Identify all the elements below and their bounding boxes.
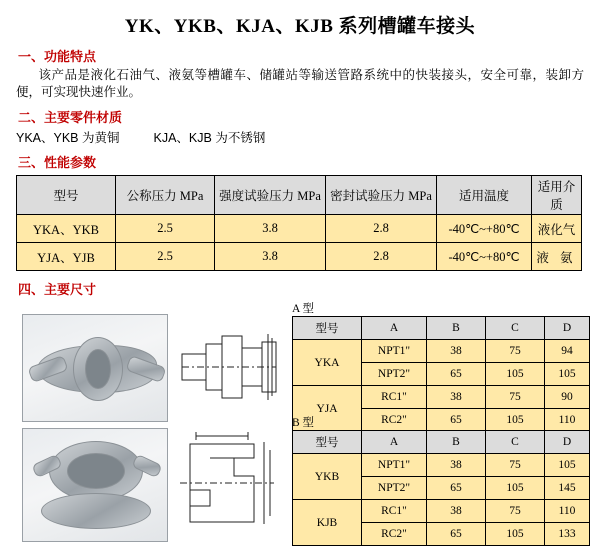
table-row — [17, 243, 582, 271]
dim-cell: 94 — [545, 340, 590, 363]
dim-header-cell: D — [545, 317, 590, 340]
dim-cell: NPT2" — [362, 477, 427, 500]
perf-cell: 液 氨 — [532, 243, 582, 271]
dim-header-cell: C — [486, 431, 545, 454]
section-heading-features: 一、功能特点 — [18, 49, 97, 64]
perf-cell: 2.8 — [326, 215, 437, 243]
page-title: YK、YKB、KJA、KJB 系列槽罐车接头 — [124, 16, 476, 37]
perf-cell: 2.8 — [326, 243, 437, 271]
dim-cell: 105 — [486, 523, 545, 546]
dimension-table-type-b — [292, 430, 590, 546]
perf-cell: 2.5 — [116, 243, 215, 271]
material-brass: YKA、YKB 为黄铜 — [16, 131, 120, 145]
dim-cell: 75 — [486, 454, 545, 477]
perf-cell-model: YKA、YKB — [17, 215, 116, 243]
dim-cell: RC2" — [362, 523, 427, 546]
flange-base-shape — [41, 493, 151, 529]
drawing-b-svg — [176, 428, 284, 540]
dim-cell: 38 — [427, 386, 486, 409]
dim-cell: 65 — [427, 363, 486, 386]
dim-cell: 105 — [486, 477, 545, 500]
flange-bore-shape — [67, 453, 125, 489]
dim-cell: 105 — [545, 363, 590, 386]
dim-cell: 90 — [545, 386, 590, 409]
table-row — [293, 454, 590, 477]
dim-header-cell: D — [545, 431, 590, 454]
dim-cell: NPT2" — [362, 363, 427, 386]
dim-header-cell: A — [362, 431, 427, 454]
dim-cell: 105 — [545, 454, 590, 477]
dim-cell: NPT1" — [362, 454, 427, 477]
type-b-label: B 型 — [292, 417, 315, 429]
coupling-bore-shape — [85, 349, 111, 389]
perf-cell: 2.5 — [116, 215, 215, 243]
dim-header-cell: B — [427, 317, 486, 340]
perf-header-cell: 适用温度 — [437, 176, 532, 215]
dim-cell: 38 — [427, 454, 486, 477]
dim-cell: 105 — [486, 363, 545, 386]
dim-header-cell: 型号 — [293, 431, 362, 454]
dim-header-cell: A — [362, 317, 427, 340]
dim-header-cell: C — [486, 317, 545, 340]
perf-header-cell: 强度试验压力 MPa — [215, 176, 326, 215]
dim-cell: 110 — [545, 500, 590, 523]
type-a-label: A 型 — [292, 303, 315, 315]
dim-cell-model: YJA — [293, 386, 362, 432]
perf-cell: -40℃~+80℃ — [437, 243, 532, 271]
table-header-row — [293, 431, 590, 454]
dim-cell: 65 — [427, 477, 486, 500]
perf-header-cell: 密封试验压力 MPa — [326, 176, 437, 215]
product-photo-type-a — [22, 314, 168, 422]
dim-cell: 110 — [545, 409, 590, 432]
dim-cell-model: YKB — [293, 454, 362, 500]
perf-cell-model: YJA、YJB — [17, 243, 116, 271]
perf-cell: -40℃~+80℃ — [437, 215, 532, 243]
dim-cell: 38 — [427, 500, 486, 523]
perf-header-cell: 适用介质 — [532, 176, 582, 215]
features-text: 该产品是液化石油气、液氨等槽罐车、储罐站等输送管路系统中的快装接头，安全可靠，装卸方便，可实现快速作业。 — [16, 68, 584, 99]
dim-cell: 65 — [427, 523, 486, 546]
dim-cell: RC2" — [362, 409, 427, 432]
dim-cell: 75 — [486, 500, 545, 523]
features-paragraph — [16, 67, 584, 101]
dim-cell: RC1" — [362, 500, 427, 523]
table-header-row — [293, 317, 590, 340]
section-heading-material: 二、主要零件材质 — [18, 110, 123, 125]
perf-header-cell: 公称压力 MPa — [116, 176, 215, 215]
perf-cell: 3.8 — [215, 215, 326, 243]
dim-header-cell: 型号 — [293, 317, 362, 340]
perf-cell: 3.8 — [215, 243, 326, 271]
dim-cell: 145 — [545, 477, 590, 500]
table-row — [293, 500, 590, 523]
technical-drawing-type-b — [176, 428, 284, 540]
material-line — [16, 128, 600, 146]
technical-drawing-type-a — [176, 314, 284, 420]
dimensions-area — [0, 302, 600, 552]
dim-cell-model: KJB — [293, 500, 362, 546]
dim-cell: 75 — [486, 386, 545, 409]
table-row — [293, 386, 590, 409]
dim-cell: 38 — [427, 340, 486, 363]
dim-cell: 65 — [427, 409, 486, 432]
dim-cell: 133 — [545, 523, 590, 546]
dim-cell: 75 — [486, 340, 545, 363]
dim-cell: NPT1" — [362, 340, 427, 363]
table-row — [293, 340, 590, 363]
section-heading-dimensions: 四、主要尺寸 — [18, 282, 97, 297]
table-row — [17, 215, 582, 243]
performance-table-wrap — [16, 175, 600, 271]
dimension-table-type-a — [292, 316, 590, 432]
drawing-a-svg — [176, 314, 284, 420]
dim-cell: 105 — [486, 409, 545, 432]
material-steel: KJA、KJB 为不锈钢 — [153, 131, 266, 145]
product-photo-type-b — [22, 428, 168, 542]
performance-table — [16, 175, 582, 271]
section-heading-performance: 三、性能参数 — [18, 155, 97, 170]
table-header-row — [17, 176, 582, 215]
dim-header-cell: B — [427, 431, 486, 454]
perf-header-cell: 型号 — [17, 176, 116, 215]
dim-cell-model: YKA — [293, 340, 362, 386]
dim-cell: RC1" — [362, 386, 427, 409]
perf-cell: 液化气 — [532, 215, 582, 243]
